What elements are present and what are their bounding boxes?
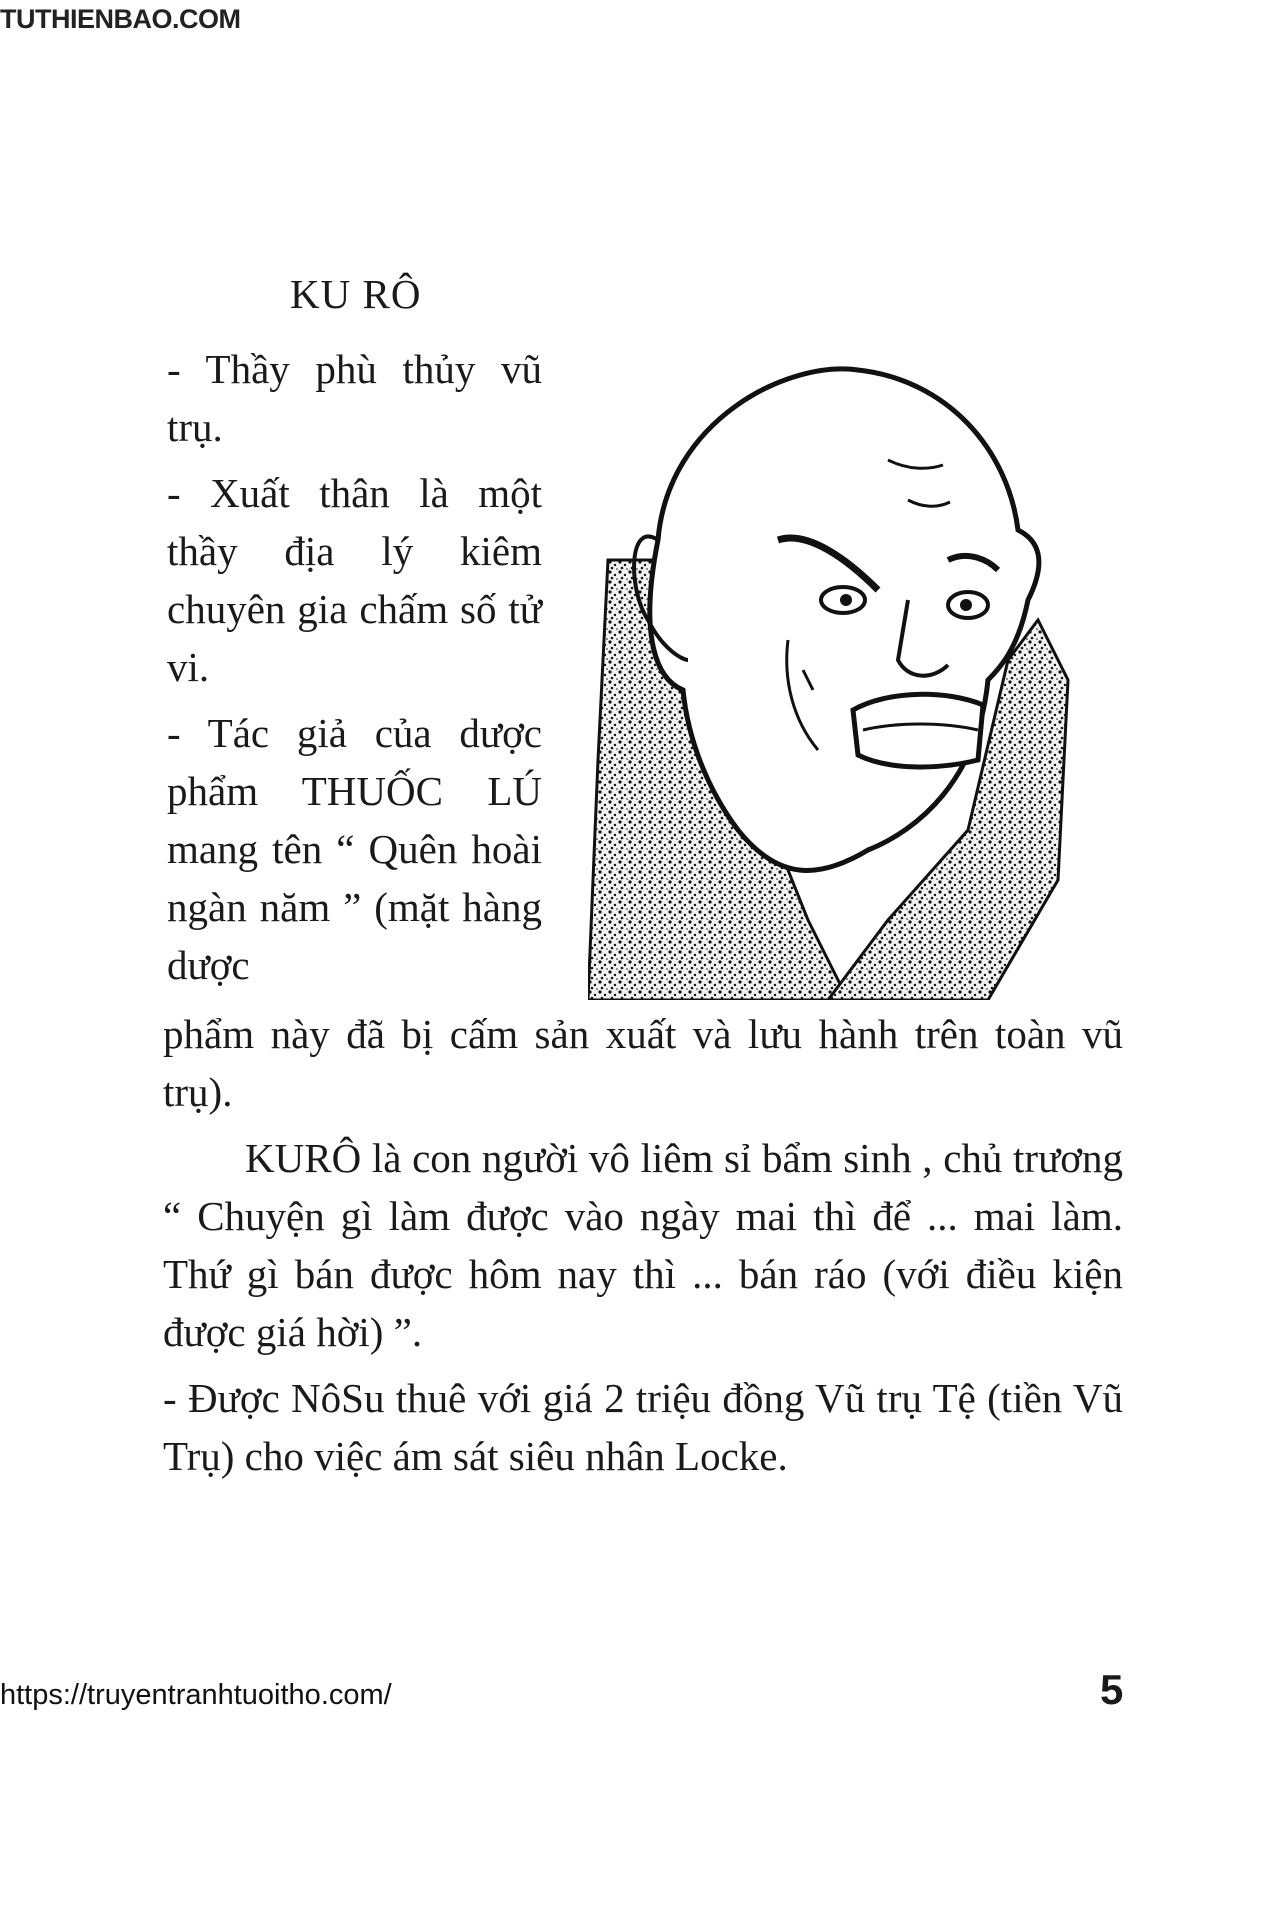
paragraph-ban-note: phẩm này đã bị cấm sản xuất và lưu hành trên toàn vũ trụ). — [163, 1011, 1123, 1115]
page-number: 5 — [1100, 1666, 1124, 1713]
wide-text-column — [163, 1005, 1123, 1493]
paragraph-role: - Thầy phù thủy vũ trụ. — [167, 346, 542, 450]
site-watermark: TUTHIENBAO.COM — [0, 4, 241, 34]
character-name-heading: KU RÔ — [290, 271, 422, 317]
footer-url: https://truyentranhtuoitho.com/ — [0, 1679, 392, 1711]
narrow-text-column — [167, 340, 542, 1002]
paragraph-origin: - Xuất thân là một thầy địa lý kiêm chuyên gia chấm số tử vi. — [167, 470, 542, 690]
paragraph-personality: KURÔ là con người vô liêm sỉ bẩm sinh , chủ trương “ Chuyện gì làm được vào ngày mai thì để ... mai làm. Thứ gì bán được hôm nay thì ... bán ráo (với điều kiện được giá hời) ”. — [163, 1135, 1123, 1355]
paragraph-author: - Tác giả của dược phẩm THUỐC LÚ mang tên “ Quên hoài ngàn năm ” (mặt hàng dược — [167, 710, 542, 988]
paragraph-hired: - Được NôSu thuê với giá 2 triệu đồng Vũ trụ Tệ (tiền Vũ Trụ) cho việc ám sát siêu nhân Locke. — [163, 1375, 1123, 1479]
bald-sorcerer-portrait-icon — [588, 360, 1088, 1000]
